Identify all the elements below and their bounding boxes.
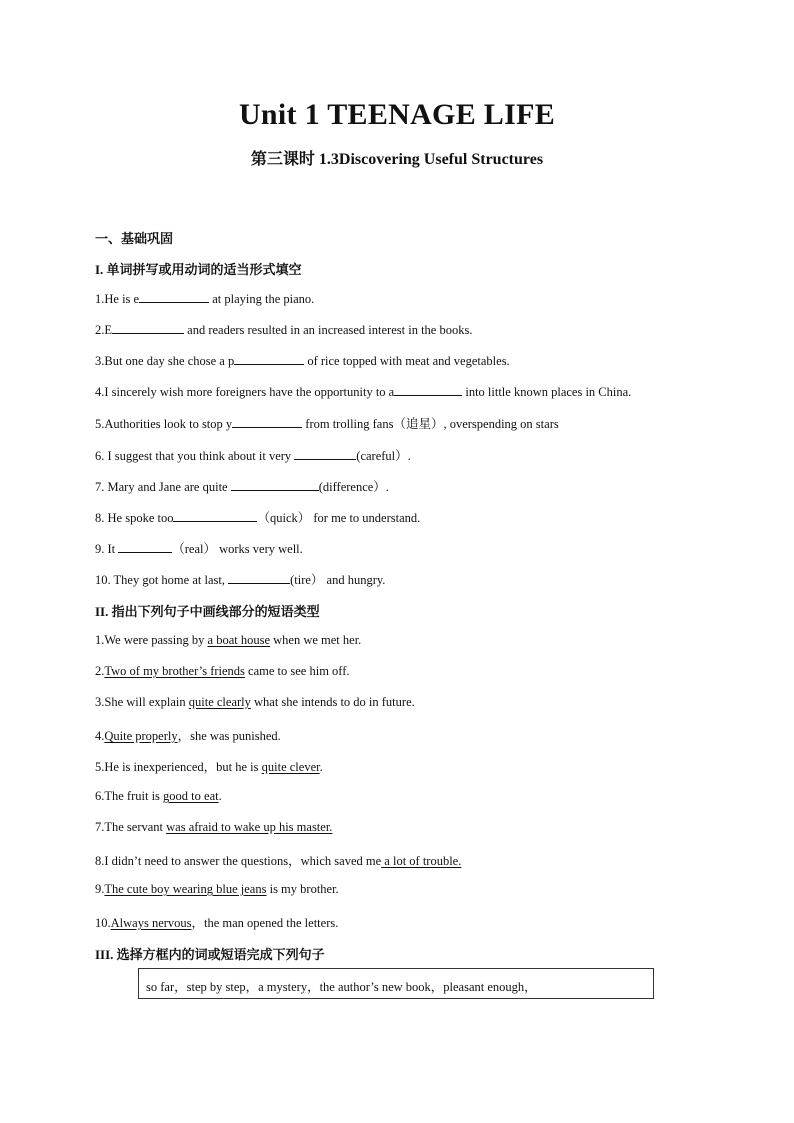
fill-item-5: 5.Authorities look to stop y from trolling fans（追星）, overspending on stars — [95, 417, 559, 431]
underlined-phrase: good to eat — [163, 789, 219, 803]
underlined-phrase: quite clever — [261, 760, 320, 774]
fill-item-10: 10. They got home at last, (tire） and hungry. — [95, 573, 386, 587]
underlined-phrase: a boat house — [207, 633, 270, 647]
fill-item-2: 2.E and readers resulted in an increased interest in the books. — [95, 323, 473, 337]
fill-item-3: 3.But one day she chose a p of rice topped with meat and vegetables. — [95, 354, 510, 368]
answer-blank[interactable] — [394, 383, 462, 396]
fill-item-4: 4.I sincerely wish more foreigners have the opportunity to a into little known places in China. — [95, 385, 632, 399]
phrase-item-3: 3.She will explain quite clearly what she intends to do in future. — [95, 695, 415, 709]
fill-item-7: 7. Mary and Jane are quite (difference）. — [95, 480, 389, 494]
underlined-phrase: was afraid to wake up his master. — [166, 820, 333, 834]
part-two-heading: II. 指出下列句子中画线部分的短语类型 — [95, 604, 320, 619]
page-title: Unit 1 TEENAGE LIFE — [238, 98, 556, 131]
phrase-item-1: 1.We were passing by a boat house when we met her. — [95, 633, 362, 647]
underlined-phrase: Two of my brother’s friends — [104, 664, 245, 678]
phrase-item-6: 6.The fruit is good to eat. — [95, 789, 222, 803]
underlined-phrase: a lot of trouble. — [381, 854, 462, 868]
fill-item-6: 6. I suggest that you think about it very (careful）. — [95, 449, 411, 463]
phrase-item-7: 7.The servant was afraid to wake up his master. — [95, 820, 333, 834]
answer-blank[interactable] — [228, 571, 290, 584]
underlined-phrase: The cute boy wearing blue jeans — [104, 882, 267, 896]
answer-blank[interactable] — [232, 415, 302, 428]
fill-item-1: 1.He is e at playing the piano. — [95, 292, 315, 306]
answer-blank[interactable] — [118, 540, 172, 553]
phrase-item-9: 9.The cute boy wearing blue jeans is my brother. — [95, 882, 339, 896]
section-heading: 一、基础巩固 — [95, 231, 174, 246]
answer-blank[interactable] — [173, 509, 257, 522]
word-box-text: so far，step by step，a mystery，the author’s new book，pleasant enough， — [146, 980, 537, 994]
phrase-item-5: 5.He is inexperienced，but he is quite clever. — [95, 760, 323, 774]
underlined-phrase: quite clearly — [188, 695, 251, 709]
answer-blank[interactable] — [234, 352, 304, 365]
answer-blank[interactable] — [231, 478, 319, 491]
page-subtitle: 第三课时 1.3Discovering Useful Structures — [250, 151, 544, 168]
phrase-item-2: 2.Two of my brother’s friends came to see him off. — [95, 664, 350, 678]
phrase-item-10: 10.Always nervous，the man opened the letters. — [95, 916, 339, 930]
phrase-item-4: 4.Quite properly，she was punished. — [95, 729, 281, 743]
part-one-heading: I. 单词拼写或用动词的适当形式填空 — [95, 262, 302, 277]
underlined-phrase: Always nervous — [110, 916, 192, 930]
answer-blank[interactable] — [139, 290, 209, 303]
fill-item-8: 8. He spoke too （quick） for me to understand. — [95, 511, 421, 525]
answer-blank[interactable] — [112, 321, 184, 334]
answer-blank[interactable] — [294, 447, 356, 460]
phrase-item-8: 8.I didn’t need to answer the questions，which saved me a lot of trouble. — [95, 854, 462, 868]
fill-item-9: 9. It （real） works very well. — [95, 542, 303, 556]
part-three-heading: III. 选择方框内的词或短语完成下列句子 — [95, 947, 325, 962]
word-box — [138, 968, 654, 999]
underlined-phrase: Quite properly — [104, 729, 178, 743]
